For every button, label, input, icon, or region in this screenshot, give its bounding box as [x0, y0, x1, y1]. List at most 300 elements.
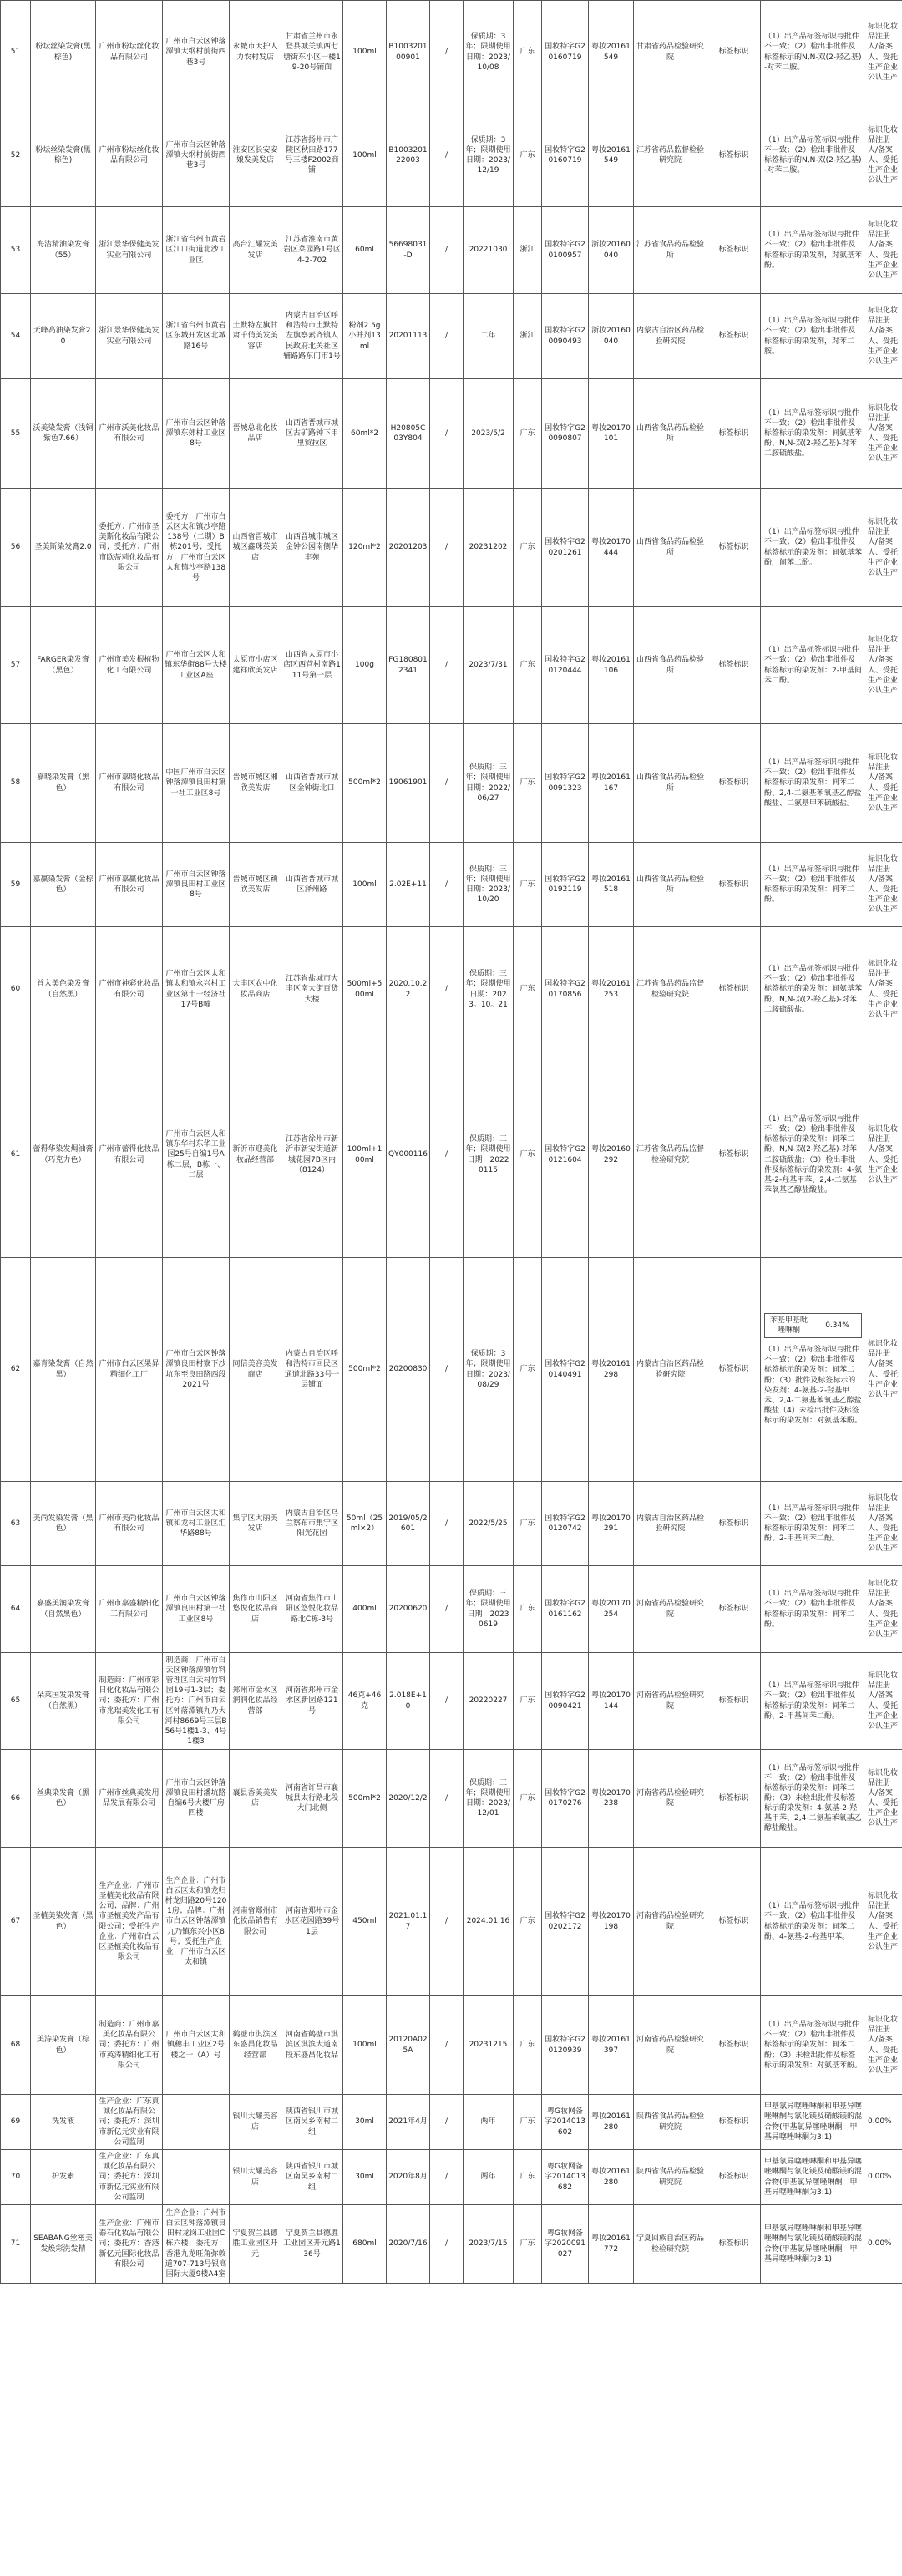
cell-license: 国妆特字G20161162 [542, 1566, 589, 1653]
cell-province: 广东 [514, 1996, 542, 2095]
cell-no: 66 [1, 1750, 31, 1848]
cell-remark: 标识化妆品注册人/备案人、受托生产企业公认生产 [864, 379, 902, 489]
cell-producer-addr [163, 2095, 230, 2150]
cell-license: 国妆特字G20120742 [542, 1482, 589, 1566]
cell-seller-addr: 内蒙古自治区乌兰察布市集宁区阳光花园 [281, 1482, 343, 1566]
cell-no: 64 [1, 1566, 31, 1653]
cell-batch: QY000116 [387, 1052, 430, 1258]
cell-inspector: 山西省食品药品检验所 [634, 379, 707, 489]
cell-brand: / [430, 1996, 464, 2095]
cell-spec: 500ml*2 [343, 1750, 387, 1848]
cell-category: 标签标识 [707, 379, 761, 489]
cell-category: 标签标识 [707, 1653, 761, 1750]
cell-no: 71 [1, 2205, 31, 2284]
cell-seller: 高台汇耀发美发店 [230, 207, 281, 294]
table-row [1, 607, 902, 724]
cell-problem: （1）出产品标签标识与批件不一致；（2）检出非批件及标签标示的染发剂：间苯二酚。 [761, 1566, 864, 1653]
cell-batch: 2020/12/2 [387, 1750, 430, 1848]
cell-seller: 鹤壁市淇滨区东盛昌化妆品经营部 [230, 1996, 281, 2095]
cell-product: 嘉青染发膏（自然黑） [31, 1258, 96, 1482]
cell-province: 浙江 [514, 207, 542, 294]
cell-no: 59 [1, 843, 31, 927]
cell-no: 54 [1, 294, 31, 379]
cell-seller-addr: 内蒙古自治区呼和浩特市回民区通道北路33号一层铺面 [281, 1258, 343, 1482]
cell-seller: 晋城市城区湘欣美发店 [230, 724, 281, 843]
cell-reg: 粤妆20160292 [589, 1052, 634, 1258]
cell-seller-addr: 山西省晋城市城区古矿路钟下甲里贸拉区 [281, 379, 343, 489]
cell-brand: / [430, 607, 464, 724]
cell-category: 标签标识 [707, 724, 761, 843]
cell-shelf: 20231202 [464, 489, 514, 607]
cell-batch: 2021.01.17 [387, 1848, 430, 1996]
cell-province: 广东 [514, 1848, 542, 1996]
cell-product: 嘉赢染发膏（金棕色） [31, 843, 96, 927]
cell-producer: 浙江景华保健美发实业有限公司 [96, 294, 163, 379]
cell-category: 标签标识 [707, 2150, 761, 2205]
cell-category: 标签标识 [707, 927, 761, 1052]
cell-inspector: 江苏省食品药品监督检验研究院 [634, 927, 707, 1052]
cell-remark: 标识化妆品注册人/备案人、受托生产企业公认生产 [864, 1258, 902, 1482]
cell-problem: （1）出产品标签标识与批件不一致；（2）检出非批件及标签标示的染发剂：间苯二酚、2-甲基间苯二酚。 [761, 1482, 864, 1566]
cell-remark: 标识化妆品注册人/备案人、受托生产企业公认生产 [864, 1052, 902, 1258]
cell-no: 70 [1, 2150, 31, 2205]
cell-problem: （1）出产品标签标识与批件不一致；（2）检出非批件及标签标示的染发剂：间氨基苯酚、N,N-双(2-羟乙基)-对苯二胺硫酸盐。 [761, 927, 864, 1052]
cell-batch: 20201203 [387, 489, 430, 607]
table-row [1, 1750, 902, 1848]
cell-remark: 标识化妆品注册人/备案人、受托生产企业公认生产 [864, 1996, 902, 2095]
cell-producer-addr: 生产企业：广州市白云区钟落潭镇良田村龙岗工业园C栋六楼；委托方：香港九龙旺角弥敦道707-713号银高国际大厦9楼A4室 [163, 2205, 230, 2284]
cell-problem: （1）出产品标签标识与批件不一致；（2）检出非批件及标签标示的染发剂，对苯二胺。 [761, 294, 864, 379]
cell-seller-addr: 山西省晋城市城区泽州路 [281, 843, 343, 927]
cell-brand: / [430, 294, 464, 379]
cell-reg: 粤妆20170238 [589, 1750, 634, 1848]
table-row [1, 2150, 902, 2205]
cell-remark: 标识化妆品注册人/备案人、受托生产企业公认生产 [864, 1482, 902, 1566]
cell-batch: B100320100901 [387, 1, 430, 104]
cell-producer-addr: 广州市白云区钟落潭镇良田村潘坑路自编6号大楼厂房四楼 [163, 1750, 230, 1848]
table-row [1, 1653, 902, 1750]
cell-batch: 19061901 [387, 724, 430, 843]
cell-category: 标签标识 [707, 1052, 761, 1258]
cell-producer-addr: 广州市白云区人和镇东华街88号大楼工业区A座 [163, 607, 230, 724]
cell-inspector: 山西省食品药品检验所 [634, 843, 707, 927]
cell-producer: 广州市丝典美发用品发展有限公司 [96, 1750, 163, 1848]
cell-no: 58 [1, 724, 31, 843]
cell-batch: 2021年4月 [387, 2095, 430, 2150]
cell-seller: 银川大耀美容店 [230, 2095, 281, 2150]
cell-problem: （1）出产品标签标识与批件不一致；（2）检出非批件及标签标示的N,N-双(2-羟乙基)-对苯二胺。 [761, 104, 864, 207]
cell-spec: 100ml [343, 1996, 387, 2095]
cell-remark: 标识化妆品注册人/备案人、受托生产企业公认生产 [864, 607, 902, 724]
cell-category: 标签标识 [707, 489, 761, 607]
cell-license: 国妆特字G20121604 [542, 1052, 589, 1258]
cell-problem: （1）出产品标签标识与批件不一致；（2）检出非批件及标签标示的染发剂：间氨基苯酚，间苯二酚。 [761, 489, 864, 607]
cell-producer: 广州市神彩化妆品有限公司 [96, 927, 163, 1052]
cell-spec: 60ml*2 [343, 379, 387, 489]
cell-producer: 广州市嘉盛精细化工有限公司 [96, 1566, 163, 1653]
cell-reg: 粤妆20170144 [589, 1653, 634, 1750]
cell-license: 国妆特字G20201261 [542, 489, 589, 607]
cell-producer-addr: 中国广州市白云区钟落潭镇良田村第一社工业区8号 [163, 724, 230, 843]
cell-inspector: 山西省食品药品检验所 [634, 489, 707, 607]
cell-no: 52 [1, 104, 31, 207]
cell-reg: 粤妆20170254 [589, 1566, 634, 1653]
cell-seller: 山西省晋城市城区鑫珠英美店 [230, 489, 281, 607]
cell-remark: 标识化妆品注册人/备案人、受托生产企业公认生产 [864, 1, 902, 104]
cell-producer-addr: 广州市白云区太和镇太和镇永兴村工业区第十一经济社17号B幢 [163, 927, 230, 1052]
cell-remark: 0.00% [864, 2150, 902, 2205]
cell-province: 广东 [514, 1653, 542, 1750]
cell-province: 广东 [514, 607, 542, 724]
cell-product: 沃美染发膏（浅铜紫色7.66） [31, 379, 96, 489]
cell-seller-addr: 江苏省淮南市黄岩区菜园路1号区4-2-702 [281, 207, 343, 294]
cell-producer-addr: 广州市白云区太和镇和龙村工业区汇华路88号 [163, 1482, 230, 1566]
cell-product: 朵莱国发染发膏（自然黑） [31, 1653, 96, 1750]
cell-brand: / [430, 379, 464, 489]
cell-seller-addr: 山西省太原市小店区西营村南路111号第一层 [281, 607, 343, 724]
cell-producer: 广州市沃美化妆品有限公司 [96, 379, 163, 489]
cell-remark: 标识化妆品注册人/备案人、受托生产企业公认生产 [864, 927, 902, 1052]
cell-problem: （1）出产品标签标识与批件不一致；（2）检出非批件及标签标示的染发剂：间苯二酚、4-氨基-2-羟基甲苯。 [761, 1848, 864, 1996]
cell-province: 广东 [514, 1052, 542, 1258]
cell-remark: 标识化妆品注册人/备案人、受托生产企业公认生产 [864, 104, 902, 207]
cell-spec: 450ml [343, 1848, 387, 1996]
cell-shelf: 2023/5/2 [464, 379, 514, 489]
cell-spec: 粉剂2.5g小并剂13ml [343, 294, 387, 379]
cell-seller: 淮安区长安安娘发美发店 [230, 104, 281, 207]
cell-producer-addr: 广州市白云区钟落潭镇大纲村前街西巷3号 [163, 1, 230, 104]
cell-province: 广东 [514, 489, 542, 607]
cell-batch: 2019/05/2601 [387, 1482, 430, 1566]
cell-seller: 新沂市迎美化妆品经营部 [230, 1052, 281, 1258]
cell-category: 标签标识 [707, 1996, 761, 2095]
cell-batch: B100320122003 [387, 104, 430, 207]
cell-remark: 标识化妆品注册人/备案人、受托生产企业公认生产 [864, 294, 902, 379]
cell-license: 国妆特字G20090493 [542, 294, 589, 379]
cell-brand: / [430, 2150, 464, 2205]
cell-producer: 广州市白云区果昇精细化工厂 [96, 1258, 163, 1482]
cell-brand: / [430, 1482, 464, 1566]
cell-producer: 广州市嘉赢化妆品有限公司 [96, 843, 163, 927]
cell-category: 标签标识 [707, 2095, 761, 2150]
cell-batch: 2020/7/16 [387, 2205, 430, 2284]
cell-product: 蕾得华染发焗油膏（巧克力色） [31, 1052, 96, 1258]
cell-brand: / [430, 207, 464, 294]
cell-producer-addr: 浙江省台州市黄岩区东城开发区北城路16号 [163, 294, 230, 379]
cell-brand: / [430, 1750, 464, 1848]
cell-problem: 甲基氯异噻唑啉酮和甲基异噻唑啉酮与氯化镁及硝酸镁的混合物(甲基氯异噻唑啉酮：甲基异噻唑啉酮为3:1) [761, 2205, 864, 2284]
cell-producer-addr: 广州市白云区太和镇穗丰工业区2号楼之一（A）号 [163, 1996, 230, 2095]
cell-seller: 集宁区大丽美发店 [230, 1482, 281, 1566]
cell-seller-addr: 河南省郑州市金水区花园路39号1层 [281, 1848, 343, 1996]
cell-producer: 浙江景华保健美发实业有限公司 [96, 207, 163, 294]
cell-batch: 2020年8月 [387, 2150, 430, 2205]
cell-no: 67 [1, 1848, 31, 1996]
cell-seller: 焦作市山阳区悠悦化妆品商店 [230, 1566, 281, 1653]
table-row [1, 2205, 902, 2284]
cell-seller: 土默特左旗甘肃千俏美发美容店 [230, 294, 281, 379]
cell-product: 天峰高油染发膏2.0 [31, 294, 96, 379]
cell-no: 69 [1, 2095, 31, 2150]
cell-province: 广东 [514, 1, 542, 104]
cell-no: 55 [1, 379, 31, 489]
cell-shelf: 2024.01.16 [464, 1848, 514, 1996]
cell-producer: 广州市粉坛丝化妆品有限公司 [96, 1, 163, 104]
cell-brand: / [430, 1848, 464, 1996]
cell-no: 60 [1, 927, 31, 1052]
table-row [1, 104, 902, 207]
cell-seller: 银川大耀美容店 [230, 2150, 281, 2205]
cell-seller: 大丰区农中化妆品商店 [230, 927, 281, 1052]
cell-batch: 20120A025A [387, 1996, 430, 2095]
cell-product: FARGER染发膏（黑色） [31, 607, 96, 724]
cell-inspector: 江苏省食品药品监督检验研究院 [634, 1052, 707, 1258]
cell-province: 广东 [514, 2150, 542, 2205]
cell-producer-addr: 委托方：广州市白云区太和镇沙亭路138号（二期）B栋201号；受托方：广州市白云区太和镇沙亭路138号 [163, 489, 230, 607]
cell-producer: 广州市蕾得化妆品有限公司 [96, 1052, 163, 1258]
cell-remark: 标识化妆品注册人/备案人、受托生产企业公认生产 [864, 207, 902, 294]
cell-seller-addr: 河南省郑州市金水区新园路121号 [281, 1653, 343, 1750]
cell-remark: 标识化妆品注册人/备案人、受托生产企业公认生产 [864, 1750, 902, 1848]
cell-seller-addr: 河南省鹤壁市淇滨区淇滨大道南段东盛昌化妆品 [281, 1996, 343, 2095]
cell-batch: 2.018E+10 [387, 1653, 430, 1750]
cell-province: 广东 [514, 1750, 542, 1848]
cell-producer: 广州市嘉晓化妆品有限公司 [96, 724, 163, 843]
cell-producer: 生产企业：广州市泰石化妆品有限公司；委托方：香港新亿元国际化妆品有限公司 [96, 2205, 163, 2284]
table-row [1, 1, 902, 104]
cell-batch: H20805C03Y804 [387, 379, 430, 489]
cell-producer-addr: 广州市白云区钟落潭镇东郊村工业区8号 [163, 379, 230, 489]
cell-province: 浙江 [514, 294, 542, 379]
cell-province: 广东 [514, 843, 542, 927]
cell-seller: 河南省郑州市化妆品销售有限公司 [230, 1848, 281, 1996]
cell-product: 美尚发染发膏（黑色） [31, 1482, 96, 1566]
cell-reg: 粤妆20170444 [589, 489, 634, 607]
cell-no: 63 [1, 1482, 31, 1566]
cell-shelf: 保质期：3年；限期使用日期：2023/10/08 [464, 1, 514, 104]
cell-category: 标签标识 [707, 104, 761, 207]
cell-batch: 56698031-D [387, 207, 430, 294]
cell-product: 海洁精油染发膏（55） [31, 207, 96, 294]
sub-value: 0.34% [813, 1313, 862, 1337]
cell-spec: 30ml [343, 2095, 387, 2150]
table-row [1, 927, 902, 1052]
cell-category: 标签标识 [707, 294, 761, 379]
cell-province: 广东 [514, 1258, 542, 1482]
cell-spec: 120ml*2 [343, 489, 387, 607]
cell-problem [761, 1258, 864, 1482]
cell-product: 圣美斯染发膏2.0 [31, 489, 96, 607]
cell-brand: / [430, 724, 464, 843]
cell-inspector: 河南省药品检验研究院 [634, 1653, 707, 1750]
cell-producer-addr: 浙江省台州市黄岩区江口街道北沙工业区 [163, 207, 230, 294]
cell-shelf: 保质期：三年；限期使用日期：2022/06/27 [464, 724, 514, 843]
cell-license: 国妆特字G20160719 [542, 104, 589, 207]
cell-inspector: 宁夏回族自治区药品检验研究院 [634, 2205, 707, 2284]
cell-spec: 30ml [343, 2150, 387, 2205]
cell-shelf: 保质期：三年；限期使用日期：2023/12/01 [464, 1750, 514, 1848]
cell-spec: 100ml [343, 104, 387, 207]
cell-batch: 20200620 [387, 1566, 430, 1653]
cell-license: 国妆特字G20120939 [542, 1996, 589, 2095]
cell-producer: 制造商：广州市嘉美化妆品有限公司；委托方：广州市英涛精细化工有限公司 [96, 1996, 163, 2095]
cell-product: 丝典染发膏（黑色） [31, 1750, 96, 1848]
cell-shelf: 保质期：三年；限期使用日期：20230619 [464, 1566, 514, 1653]
cell-seller-addr: 内蒙古自治区呼和浩特市土默特左旗察素齐镇人民政府北关社区辅路路东门市1号 [281, 294, 343, 379]
cell-spec: 680ml [343, 2205, 387, 2284]
cell-product: 嘉盛美润染发膏（自然黑色） [31, 1566, 96, 1653]
cell-product: SEABANG丝密美发焕彩洗发精 [31, 2205, 96, 2284]
cell-remark: 0.00% [864, 2095, 902, 2150]
cell-brand: / [430, 2205, 464, 2284]
cell-reg: 粤妆20161280 [589, 2150, 634, 2205]
cell-inspector: 内蒙古自治区药品检验研究院 [634, 294, 707, 379]
cell-remark: 标识化妆品注册人/备案人、受托生产企业公认生产 [864, 843, 902, 927]
cell-problem: （1）出产品标签标识与批件不一致；（2）检出非批件及标签标示的染发剂：间苯二酚。 [761, 843, 864, 927]
cell-producer-addr: 制造商：广州市白云区钟落潭镇竹料管理区白云村竹料园19号1-3层；委托方：广州市白云区钟落潭镇九乃大河村8669号三层B56号1楼1-3、4号1楼3 [163, 1653, 230, 1750]
cell-batch: FG1808012341 [387, 607, 430, 724]
cell-problem: 甲基氯异噻唑啉酮和甲基异噻唑啉酮与氯化镁及硝酸镁的混合物(甲基氯异噻唑啉酮：甲基异噻唑啉酮为3:1) [761, 2095, 864, 2150]
cell-problem: （1）出产品标签标识与批件不一致；（2）检出非批件及标签标示的染发剂，对氨基苯酚。 [761, 207, 864, 294]
cell-inspector: 河南省药品检验研究院 [634, 1750, 707, 1848]
cell-inspector: 江苏省药品监督检验研究院 [634, 104, 707, 207]
cell-category: 标签标识 [707, 2205, 761, 2284]
cell-seller: 同信美容美发商店 [230, 1258, 281, 1482]
cell-producer-addr: 广州市白云区钟落潭镇良田村寮下沙坑东至良田路西段2021号 [163, 1258, 230, 1482]
table-row [1, 1566, 902, 1653]
cell-reg: 粤妆20161397 [589, 1996, 634, 2095]
cell-reg: 粤妆20161549 [589, 1, 634, 104]
cell-reg: 浙妆20160040 [589, 207, 634, 294]
cell-inspector: 陕西省食品药品检验研究院 [634, 2150, 707, 2205]
cell-brand: / [430, 1258, 464, 1482]
table-row [1, 2095, 902, 2150]
cell-producer: 制造商：广州市彩日化化妆品有限公司；委托方：广州市兆瑞美发化工有限公司 [96, 1653, 163, 1750]
cell-no: 62 [1, 1258, 31, 1482]
cell-shelf: 20221030 [464, 207, 514, 294]
cell-producer-addr: 广州市白云区钟落潭镇良田村工业区8号 [163, 843, 230, 927]
cell-license: 国妆特字G20160719 [542, 1, 589, 104]
cell-category: 标签标识 [707, 1750, 761, 1848]
cell-product: 护发素 [31, 2150, 96, 2205]
table-row [1, 489, 902, 607]
cell-seller-addr: 江苏省盐城市大丰区南大街百货大楼 [281, 927, 343, 1052]
table-row [1, 724, 902, 843]
cell-reg: 粤妆20161298 [589, 1258, 634, 1482]
cell-shelf: 2023/7/31 [464, 607, 514, 724]
cell-province: 广东 [514, 927, 542, 1052]
cell-category: 标签标识 [707, 1566, 761, 1653]
cell-producer: 广州市美发根植物化工有限公司 [96, 607, 163, 724]
cell-seller: 郑州市金水区润润化妆品经营部 [230, 1653, 281, 1750]
cell-producer-addr [163, 2150, 230, 2205]
cell-license: 粤G妆网备字2014013682 [542, 2150, 589, 2205]
cell-reg: 粤妆20170291 [589, 1482, 634, 1566]
cell-brand: / [430, 843, 464, 927]
cell-no: 65 [1, 1653, 31, 1750]
cell-province: 广东 [514, 2205, 542, 2284]
table-row [1, 379, 902, 489]
table-row [1, 294, 902, 379]
cell-spec: 100ml+100ml [343, 1052, 387, 1258]
cell-reg: 粤妆20161280 [589, 2095, 634, 2150]
cell-inspector: 甘肃省药品检验研究院 [634, 1, 707, 104]
cell-producer-addr: 广州市白云区人和镇东华村东华工业园25号自编1号A栋二层，B栋一、二层 [163, 1052, 230, 1258]
cell-category: 标签标识 [707, 1, 761, 104]
cell-shelf: 两年 [464, 2150, 514, 2205]
cell-category: 标签标识 [707, 843, 761, 927]
cell-shelf: 保质期：三年；限期使用日期：20220115 [464, 1052, 514, 1258]
problem-text: （1）出产品标签标识与批件不一致；（2）检出非批件及标签标示的染发剂：间苯二酚；（3）批件及标签标示的染发剂：4-氨基-2-羟基甲苯、2,4-二氨基苯氧基乙醇盐酸盐（4）未检出批件及标签标示的染发剂：对氨基苯酚。 [764, 1346, 863, 1426]
cell-product: 粉坛丝染发膏(黑棕色) [31, 1, 96, 104]
cell-brand: / [430, 1653, 464, 1750]
cell-shelf: 两年 [464, 2095, 514, 2150]
cell-spec: 50ml（25ml×2） [343, 1482, 387, 1566]
cell-seller: 永城市天护人力农村发店 [230, 1, 281, 104]
cell-brand: / [430, 1566, 464, 1653]
cell-license: 国妆特字G20090807 [542, 379, 589, 489]
table-row [1, 843, 902, 927]
cell-producer: 生产企业：广州市圣植美化妆品有限公司；品牌：广州市圣植美发产品有限公司；受托生产企业：广州市白云区圣植美化妆品有限公司 [96, 1848, 163, 1996]
cell-reg: 粤妆20170198 [589, 1848, 634, 1996]
cell-product: 美涛染发膏（棕色） [31, 1996, 96, 2095]
cell-inspector: 内蒙古自治区药品检验研究院 [634, 1482, 707, 1566]
cell-inspector: 江苏省食品药品检验所 [634, 207, 707, 294]
cell-province: 广东 [514, 1482, 542, 1566]
cell-problem: （1）出产品标签标识与批件不一致；（2）检出非批件及标签标示的染发剂：间苯二酚、2-甲基间苯二酚。 [761, 1653, 864, 1750]
cell-reg: 浙妆20160040 [589, 294, 634, 379]
cell-brand: / [430, 1052, 464, 1258]
cell-seller: 宁夏贺兰县德胜工业园区开元 [230, 2205, 281, 2284]
cell-reg: 粤妆20161106 [589, 607, 634, 724]
cell-reg: 粤妆20161253 [589, 927, 634, 1052]
cell-product: 嘉晓染发膏（黑色） [31, 724, 96, 843]
cell-spec: 60ml [343, 207, 387, 294]
cell-license: 国妆特字G20202172 [542, 1848, 589, 1996]
cell-seller-addr: 河南省许昌市襄城县太行路北段大门北侧 [281, 1750, 343, 1848]
cell-shelf: 2023/7/15 [464, 2205, 514, 2284]
cell-license: 国妆特字G20192119 [542, 843, 589, 927]
cell-remark: 标识化妆品注册人/备案人、受托生产企业公认生产 [864, 1848, 902, 1996]
cell-inspector: 河南省药品检验研究院 [634, 1566, 707, 1653]
cell-product: 首入美色染发膏（自然黑） [31, 927, 96, 1052]
cell-shelf: 保质期：3年；限期使用日期：2023/08/29 [464, 1258, 514, 1482]
cell-producer: 委托方：广州市圣美斯化妆品有限公司；受托方：广州市欧蒂莉化妆品有限公司 [96, 489, 163, 607]
cell-producer: 生产企业：广东真诚化妆品有限公司；委托方：深圳市新亿元实业有限公司监制 [96, 2095, 163, 2150]
cell-problem: 甲基氯异噻唑啉酮和甲基异噻唑啉酮与氯化镁及硝酸镁的混合物(甲基氯异噻唑啉酮：甲基异噻唑啉酮为3:1) [761, 2150, 864, 2205]
cell-reg: 粤妆20170101 [589, 379, 634, 489]
cell-shelf: 保质期：3年；限期使用日期：2023/12/19 [464, 104, 514, 207]
cell-seller-addr: 山西省晋城市城区金钟街北口 [281, 724, 343, 843]
cell-producer: 广州市粉坛丝化妆品有限公司 [96, 104, 163, 207]
cell-seller-addr: 陕西省银川市城区南吴乡南村二组 [281, 2095, 343, 2150]
cell-shelf: 20220227 [464, 1653, 514, 1750]
table-row [1, 207, 902, 294]
cell-province: 广东 [514, 724, 542, 843]
cell-seller: 襄县香美美发店 [230, 1750, 281, 1848]
cell-spec: 500ml*2 [343, 724, 387, 843]
cell-problem: （1）出产品标签标识与批件不一致；（2）检出非批件及标签标示的染发剂：间苯二酚、2,4-二氨基苯氧基乙醇盐酸盐、二氨基甲苯硫酸盐。 [761, 724, 864, 843]
table-row [1, 1258, 902, 1482]
cell-shelf: 二年 [464, 294, 514, 379]
cell-spec: 400ml [343, 1566, 387, 1653]
cell-license: 国妆特字G20140491 [542, 1258, 589, 1482]
cell-producer-addr: 生产企业：广州市白云区太和镇龙归村龙归路20号1201房；品牌：广州市白云区钟落潭镇九乃镇东兴小区8号；受托生产企业：广州市白云区太和镇 [163, 1848, 230, 1996]
cell-brand: / [430, 104, 464, 207]
cell-no: 68 [1, 1996, 31, 2095]
cell-remark: 标识化妆品注册人/备案人、受托生产企业公认生产 [864, 1566, 902, 1653]
cell-category: 标签标识 [707, 1848, 761, 1996]
